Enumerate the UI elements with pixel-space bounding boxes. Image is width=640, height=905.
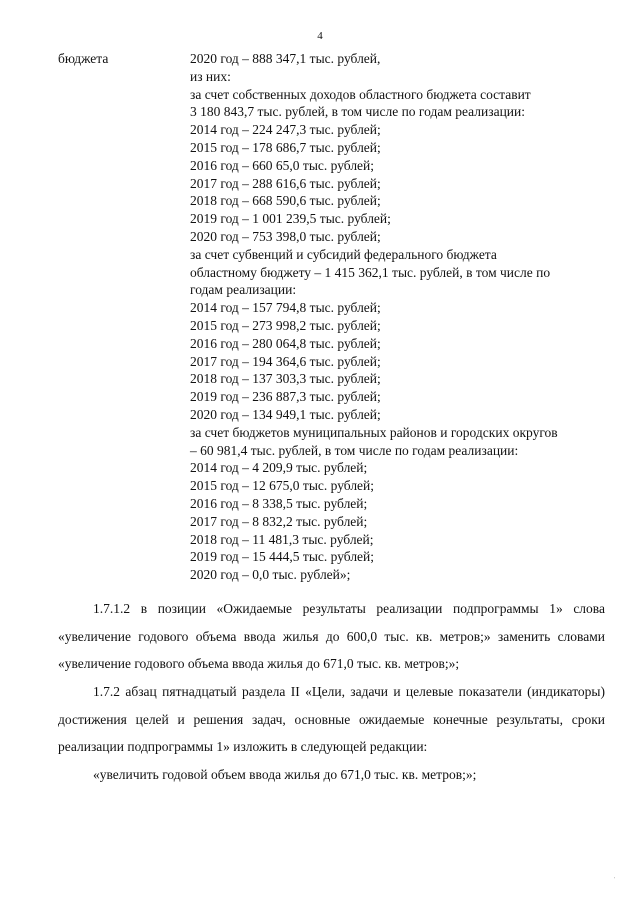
- funding-line: 2018 год – 668 590,6 тыс. рублей;: [190, 193, 381, 209]
- margin-mark: ': [613, 877, 615, 883]
- funding-line: 3 180 843,7 тыс. рублей, в том числе по годам реализации:: [190, 104, 526, 120]
- funding-line: 2017 год – 8 832,2 тыс. рублей;: [190, 513, 368, 529]
- funding-line: за счет бюджетов муниципальных районов и городских округов: [190, 424, 558, 440]
- funding-line: 2019 год – 15 444,5 тыс. рублей;: [190, 549, 375, 565]
- funding-line: за счет субвенций и субсидий федерального бюджета: [190, 246, 497, 262]
- funding-line: 2017 год – 194 364,6 тыс. рублей;: [190, 353, 381, 369]
- funding-line: 2016 год – 8 338,5 тыс. рублей;: [190, 495, 368, 511]
- funding-line: 2020 год – 0,0 тыс. рублей»;: [190, 567, 351, 583]
- amendment-paragraph-1-2: [58, 595, 605, 678]
- funding-line: 2018 год – 11 481,3 тыс. рублей;: [190, 531, 374, 547]
- funding-line: 2016 год – 660 65,0 тыс. рублей;: [190, 157, 375, 173]
- funding-line: 2018 год – 137 303,3 тыс. рублей;: [190, 371, 381, 387]
- paragraph-text: 1.7.1.2 в позиции «Ожидаемые результаты реализации подпрограммы 1» слова «увеличение годового объема ввода жилья до 600,0 тыс. кв. метров;» заменить словами «увеличение годового объема ввода жилья до 671,0 тыс. кв. метров;»;: [58, 601, 605, 671]
- funding-line: 2014 год – 157 794,8 тыс. рублей;: [190, 300, 381, 316]
- funding-line: 2020 год – 753 398,0 тыс. рублей;: [190, 228, 381, 244]
- funding-line: 2015 год – 178 686,7 тыс. рублей;: [190, 139, 381, 155]
- funding-line: за счет собственных доходов областного бюджета составит: [190, 86, 531, 102]
- funding-line: 2020 год – 888 347,1 тыс. рублей,: [190, 51, 381, 66]
- paragraph-text: «увеличить годовой объем ввода жилья до 671,0 тыс. кв. метров;»;: [93, 767, 477, 782]
- page-number: 4: [317, 30, 323, 42]
- funding-line: 2016 год – 280 064,8 тыс. рублей;: [190, 335, 381, 351]
- funding-line: 2015 год – 273 998,2 тыс. рублей;: [190, 317, 381, 333]
- replacement-text-paragraph: [58, 761, 605, 789]
- funding-line: из них:: [190, 68, 231, 84]
- funding-line: – 60 981,4 тыс. рублей, в том числе по годам реализации:: [190, 442, 519, 458]
- funding-line: годам реализации:: [190, 282, 297, 298]
- paragraph-text: 1.7.2 абзац пятнадцатый раздела II «Цели, задачи и целевые показатели (индикаторы) достижения целей и решения задач, основные ожидаемые конечные результаты, сроки реализации подпрограммы 1» изложить в следующей редакции:: [58, 684, 605, 754]
- funding-line: 2015 год – 12 675,0 тыс. рублей;: [190, 478, 375, 494]
- funding-sources-cell: [190, 50, 610, 584]
- funding-line: 2014 год – 224 247,3 тыс. рублей;: [190, 122, 381, 138]
- funding-line: 2019 год – 1 001 239,5 тыс. рублей;: [190, 211, 391, 227]
- funding-line: 2019 год – 236 887,3 тыс. рублей;: [190, 389, 381, 405]
- row-label-budget: бюджета: [58, 51, 109, 66]
- funding-line: 2017 год – 288 616,6 тыс. рублей;: [190, 175, 381, 191]
- funding-line: областному бюджету – 1 415 362,1 тыс. рублей, в том числе по: [190, 264, 551, 280]
- funding-line: 2020 год – 134 949,1 тыс. рублей;: [190, 406, 381, 422]
- amendment-paragraph-2: [58, 678, 605, 761]
- funding-line: 2014 год – 4 209,9 тыс. рублей;: [190, 460, 368, 476]
